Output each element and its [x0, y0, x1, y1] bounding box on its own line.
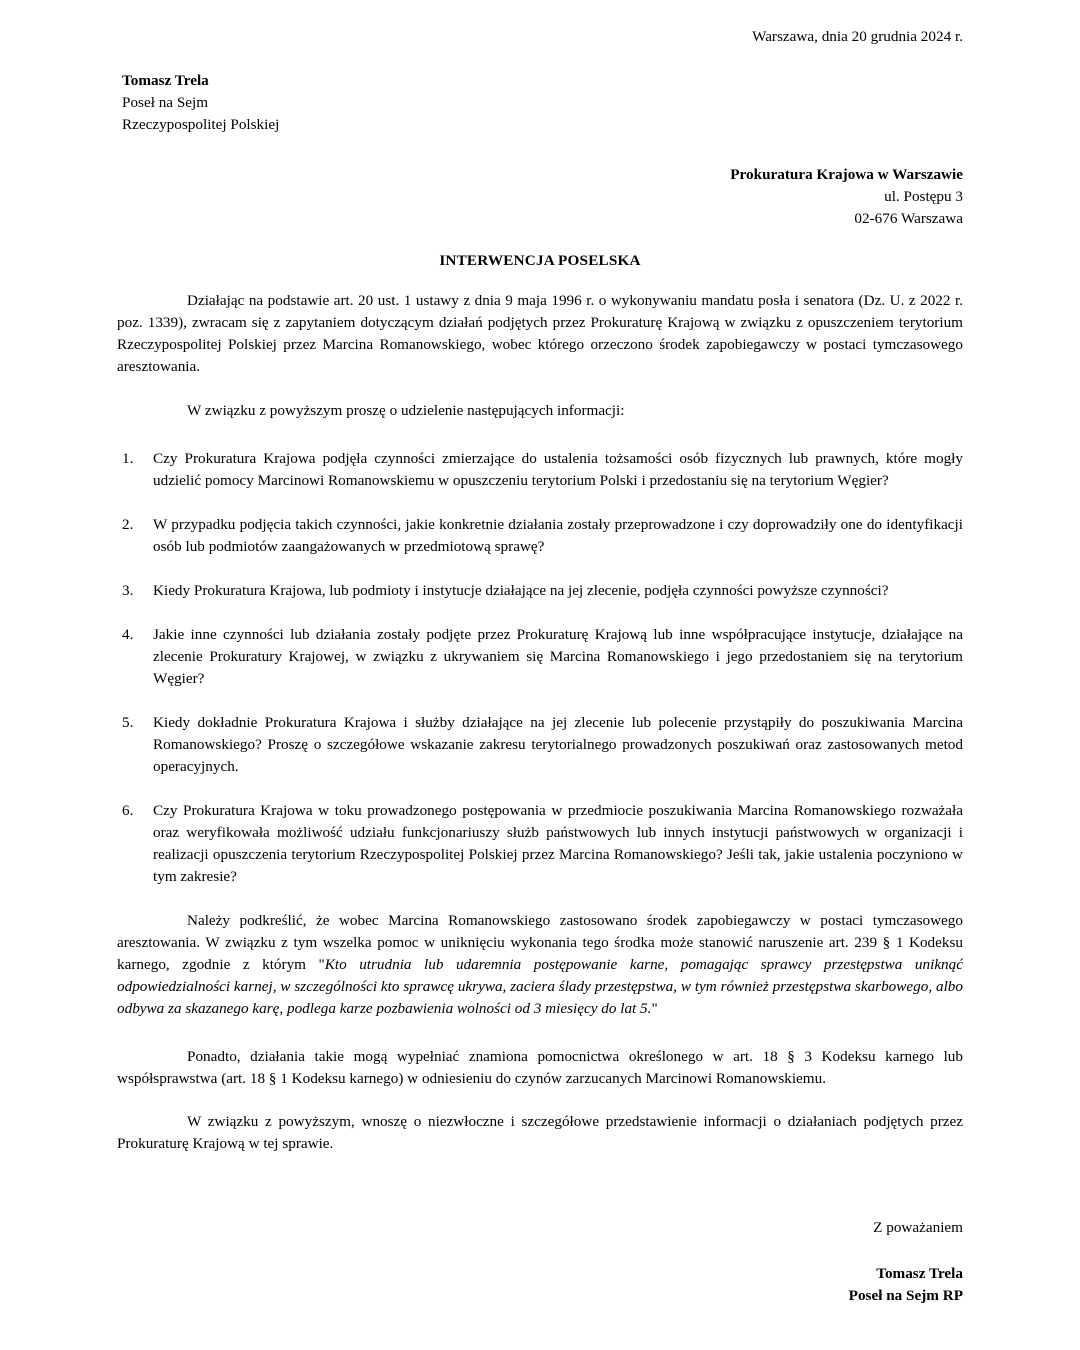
- recipient-street: ul. Postępu 3: [884, 188, 963, 205]
- signature-name: Tomasz Trela: [876, 1265, 963, 1282]
- question-number: 6.: [122, 802, 134, 819]
- question-number: 4.: [122, 626, 134, 643]
- question-item: [117, 514, 963, 558]
- sender-role: Poseł na Sejm: [122, 94, 209, 111]
- legal-text-after-quote: ": [651, 1000, 658, 1017]
- request-paragraph: W związku z powyższym, wnoszę o niezwłoczne i szczegółowe przedstawienie informacji o działaniach podjętych przez Prokuraturę Krajową w tej sprawie.: [117, 1113, 963, 1152]
- question-list: [117, 448, 963, 888]
- sender-block: [122, 70, 963, 136]
- question-text: Jakie inne czynności lub działania zostały podjęte przez Prokuraturę Krajową lub inne współpracujące instytucje, działające na zlecenie Prokuratury Krajowej, w związku z ukrywaniem się Marcina Romanowskiego i jego przedostaniem się na terytorium Węgier?: [153, 626, 963, 687]
- legal-paragraph: [117, 910, 963, 1020]
- question-text: Kiedy dokładnie Prokuratura Krajowa i służby działające na jej zlecenie lub polecenie przystąpiły do poszukiwania Marcina Romanowskiego? Proszę o szczegółowe wskazanie zakresu terytorialnego prowadzonych poszukiwań oraz zastosowanych metod operacyjnych.: [153, 714, 963, 775]
- legal-quote: Kto utrudnia lub udaremnia postępowanie karne, pomagając sprawcy przestępstwa uniknąć odpowiedzialności karnej, w szczególności kto sprawcę ukrywa, zaciera ślady przestępstwa, w tym również przestępstwa skarbowego, albo odbywa za skazanego karę, podlega karze pozbawienia wolności od 3 miesięcy do lat 5.: [117, 956, 963, 1017]
- accessory-paragraph: Ponadto, działania takie mogą wypełniać znamiona pomocnictwa określonego w art. 18 § 3 Kodeksu karnego lub współsprawstwa (art. 18 § 1 Kodeksu karnego) w odniesieniu do czynów zarzucanych Marcinowi Romanowskiemu.: [117, 1048, 963, 1087]
- question-text: W przypadku podjęcia takich czynności, jakie konkretnie działania zostały przeprowadzone i czy doprowadziły one do identyfikacji osób lub podmiotów zaangażowanych w przedmiotową sprawę?: [153, 516, 963, 555]
- question-item: [117, 800, 963, 888]
- question-number: 2.: [122, 516, 134, 533]
- question-item: [117, 448, 963, 492]
- question-number: 5.: [122, 714, 134, 731]
- sender-name: Tomasz Trela: [122, 72, 209, 89]
- signature-block: [117, 1263, 963, 1307]
- document-title: INTERWENCJA POSELSKA: [439, 252, 641, 269]
- leadin-paragraph: W związku z powyższym proszę o udzielenie następujących informacji:: [187, 402, 625, 419]
- legal-text-before-quote: Należy podkreślić, że wobec Marcina Romanowskiego zastosowano środek zapobiegawczy w postaci tymczasowego aresztowania. W związku z tym wszelka pomoc w uniknięciu wykonania tego środka może stanowić naruszenie art. 239 § 1 Kodeksu karnego, zgodnie z którym ": [117, 912, 963, 973]
- recipient-block: [117, 164, 963, 230]
- recipient-name: Prokuratura Krajowa w Warszawie: [730, 166, 963, 183]
- intro-paragraph: Działając na podstawie art. 20 ust. 1 ustawy z dnia 9 maja 1996 r. o wykonywaniu mandatu posła i senatora (Dz. U. z 2022 r. poz. 1339), zwracam się z zapytaniem dotyczącym działań podjętych przez Prokuraturę Krajową w związku z opuszczeniem terytorium Rzeczypospolitej Polskiej przez Marcina Romanowskiego, wobec którego orzeczono środek zapobiegawczy w postaci tymczasowego aresztowania.: [117, 292, 963, 375]
- date-line: Warszawa, dnia 20 grudnia 2024 r.: [752, 28, 963, 45]
- question-number: 1.: [122, 450, 134, 467]
- question-item: [117, 624, 963, 690]
- question-item: [117, 712, 963, 778]
- question-text: Czy Prokuratura Krajowa w toku prowadzonego postępowania w przedmiocie poszukiwania Marcina Romanowskiego rozważała oraz weryfikowała możliwość udziału funkcjonariuszy służb państwowych lub innych instytucji państwowych w organizacji i realizacji opuszczenia terytorium Rzeczypospolitej Polskiej przez Marcina Romanowskiego? Jeśli tak, jakie ustalenia poczyniono w tym zakresie?: [153, 802, 963, 885]
- question-text: Czy Prokuratura Krajowa podjęła czynności zmierzające do ustalenia tożsamości osób fizycznych lub prawnych, które mogły udzielić pomocy Marcinowi Romanowskiemu w opuszczeniu terytorium Polski i przedostaniu się na terytorium Węgier?: [153, 450, 963, 489]
- valediction: Z poważaniem: [873, 1219, 963, 1236]
- signature-title: Poseł na Sejm RP: [848, 1287, 963, 1304]
- question-item: [117, 580, 963, 602]
- sender-institution: Rzeczypospolitej Polskiej: [122, 116, 280, 133]
- question-number: 3.: [122, 582, 134, 599]
- question-text: Kiedy Prokuratura Krajowa, lub podmioty i instytucje działające na jej zlecenie, podjęła czynności powyższe czynności?: [153, 582, 889, 599]
- recipient-city: 02-676 Warszawa: [854, 210, 963, 227]
